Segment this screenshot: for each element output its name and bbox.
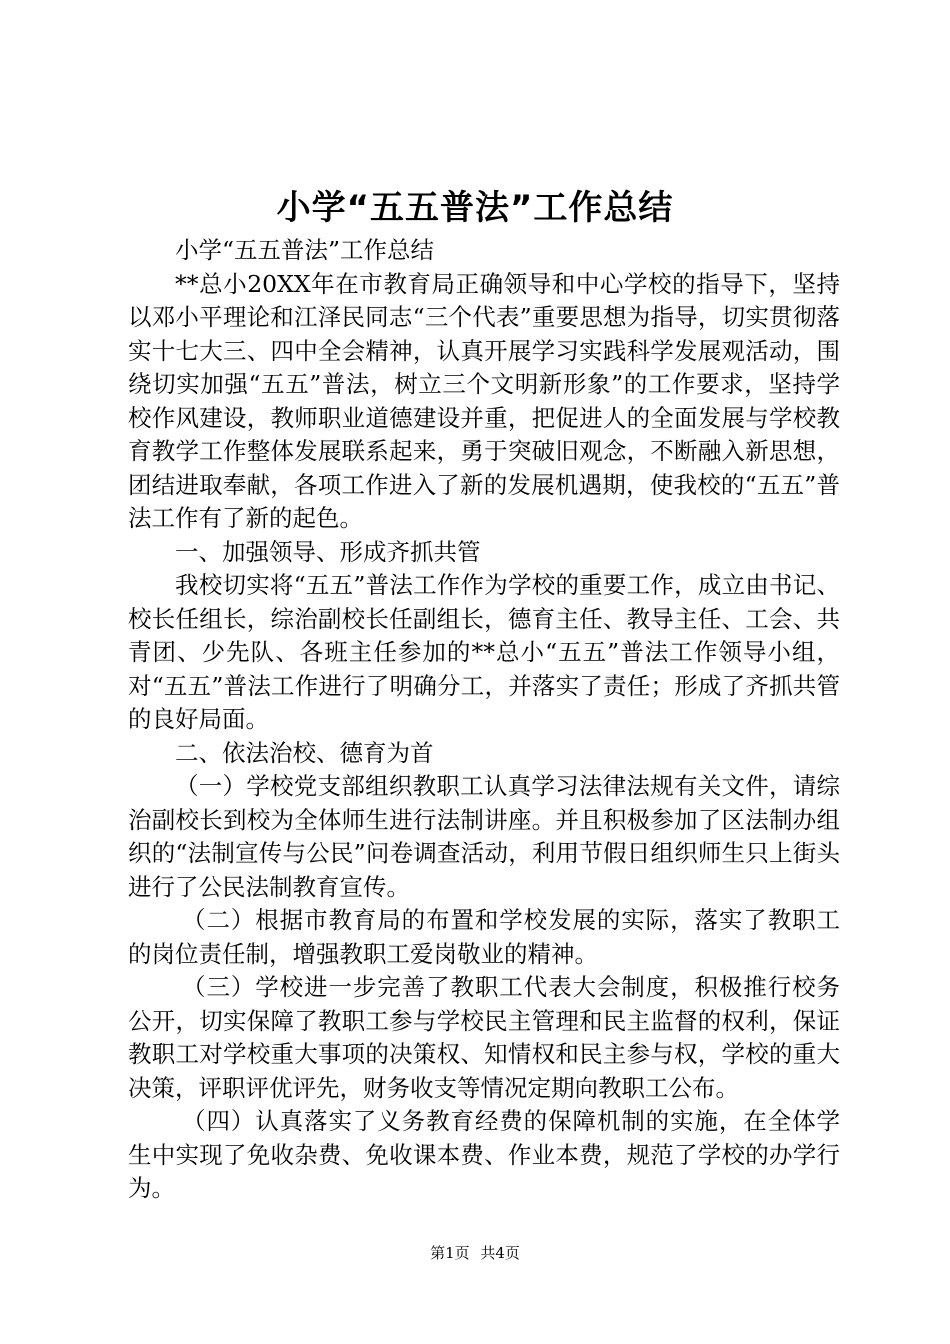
- paragraph-subtitle: 小学“五五普法”工作总结: [175, 236, 435, 264]
- section-heading-1: 一、加强领导、形成齐抓共管: [175, 537, 481, 566]
- page-footer: [0, 1243, 950, 1263]
- paragraph-section-1: 我校切实将“五五”普法工作作为学校的重要工作，成立由书记、校长任组长，综治副校长任副组长，德育主任、教导主任、工会、共青团、少先队、各班主任参加的**总小“五五”普法工作领导小组，对“五五”普法工作进行了明确分工，并落实了责任；形成了齐抓共管的良好局面。: [128, 571, 840, 733]
- document-title: 小学“五五普法”工作总结: [276, 188, 674, 228]
- page-total: 共4页: [480, 1244, 520, 1262]
- paragraph-item-1: （一）学校党支部组织教职工认真学习法律法规有关文件，请综治副校长到校为全体师生进行法制讲座。并且积极参加了区法制办组织的“法制宣传与公民”问卷调查活动，利用节假日组织师生只上街头进行了公民法制教育宣传。: [128, 772, 840, 901]
- section-heading-2: 二、依法治校、德育为首: [175, 738, 434, 767]
- document-body: [128, 234, 840, 1206]
- paragraph-item-4: （四）认真落实了义务教育经费的保障机制的实施，在全体学生中实现了免收杂费、免收课本费、作业本费，规范了学校的办学行为。: [128, 1107, 840, 1202]
- paragraph-item-2: （二）根据市教育局的布置和学校发展的实际，落实了教职工的岗位责任制，增强教职工爱岗敬业的精神。: [128, 906, 840, 968]
- paragraph-intro: **总小20XX年在市教育局正确领导和中心学校的指导下，坚持以邓小平理论和江泽民同志“三个代表”重要思想为指导，切实贯彻落实十七大三、四中全会精神，认真开展学习实践科学发展观活动，围绕切实加强“五五”普法，树立三个文明新形象”的工作要求，坚持学校作风建设，教师职业道德建设并重，把促进人的全面发展与学校教育教学工作整体发展联系起来，勇于突破旧观念，不断融入新思想，团结进取奉献，各项工作进入了新的发展机遇期，使我校的“五五”普法工作有了新的起色。: [128, 269, 840, 532]
- paragraph-item-3: （三）学校进一步完善了教职工代表大会制度，积极推行校务公开，切实保障了教职工参与学校民主管理和民主监督的权利，保证教职工对学校重大事项的决策权、知情权和民主参与权，学校的重大决策，评职评优评先，财务收支等情况定期向教职工公布。: [128, 973, 840, 1102]
- page-number: 第1页: [430, 1244, 470, 1262]
